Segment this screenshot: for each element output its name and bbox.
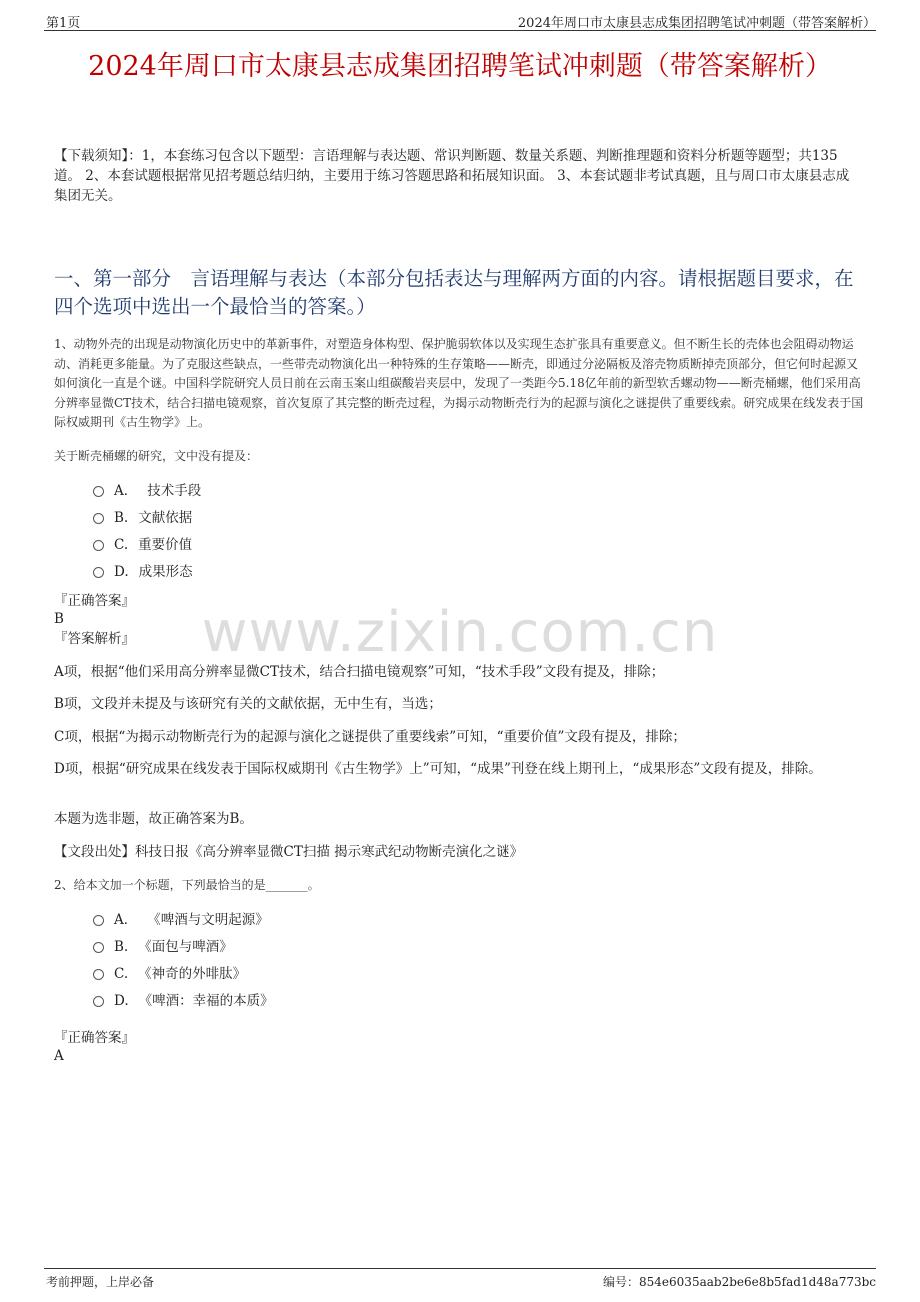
option-text: 文献依据 xyxy=(138,510,193,526)
q1-option-c[interactable] xyxy=(93,535,192,555)
document-title: 2024年周口市太康县志成集团招聘笔试冲刺题（带答案解析） xyxy=(88,51,832,82)
q1-analysis-c: C项，根据“为揭示动物断壳行为的起源与演化之谜提供了重要线索”可知，“重要价值”文段有提及，排除； xyxy=(54,729,686,745)
header-doc-title: 2024年周口市太康县志成集团招聘笔试冲刺题（带答案解析） xyxy=(517,16,876,31)
radio-icon[interactable] xyxy=(93,942,104,953)
q1-analysis-d: D项，根据“研究成果在线发表于国际权威期刊《古生物学》上”可知，“成果”刊登在线上期刊上，“成果形态”文段有提及，排除。 xyxy=(54,761,822,777)
q1-option-a[interactable] xyxy=(93,481,201,501)
q1-source: 【文段出处】科技日报《高分辨率显微CT扫描 揭示寒武纪动物断壳演化之谜》 xyxy=(54,844,524,860)
radio-icon[interactable] xyxy=(93,996,104,1007)
option-letter: C. xyxy=(114,966,129,982)
document-id: 编号：854e6035aab2be6e8b5fad1d48a773bc xyxy=(603,1275,876,1289)
q1-question: 关于断壳桶螺的研究，文中没有提及： xyxy=(54,449,259,463)
header-divider xyxy=(44,30,876,31)
radio-icon[interactable] xyxy=(93,567,104,578)
q2-option-b[interactable] xyxy=(93,937,233,957)
q2-question: 2、给本文加一个标题，下列最恰当的是_______。 xyxy=(54,878,320,892)
q1-analysis-a: A项，根据“他们采用高分辨率显微CT技术，结合扫描电镜观察”可知，“技术手段”文段有提及，排除； xyxy=(54,664,665,680)
option-letter: D. xyxy=(114,564,129,580)
option-letter: C. xyxy=(114,537,129,553)
option-letter: A． xyxy=(114,483,138,499)
option-letter: D. xyxy=(114,993,129,1009)
footer-divider xyxy=(44,1268,876,1269)
download-notice: 【下载须知】：1，本套练习包含以下题型：言语理解与表达题、常识判断题、数量关系题、判断推理题和资料分析题等题型；共135道。 2、本套试题根据常见招考题总结归纳，主要用于练习答题思路和拓展知识面。 3、本套试题非考试真题，且与周口市太康县志成集团无关。 xyxy=(54,148,850,204)
q1-answer: B xyxy=(54,611,64,627)
q1-option-b[interactable] xyxy=(93,508,192,528)
option-text: 技术手段 xyxy=(147,483,202,499)
q2-answer: A xyxy=(54,1048,64,1064)
option-letter: A． xyxy=(114,912,138,928)
q2-answer-label: 『正确答案』 xyxy=(54,1030,135,1046)
option-text: 《啤酒与文明起源》 xyxy=(147,912,269,928)
radio-icon[interactable] xyxy=(93,915,104,926)
option-text: 《啤酒：幸福的本质》 xyxy=(138,993,274,1009)
q2-option-a[interactable] xyxy=(93,910,269,930)
q2-option-c[interactable] xyxy=(93,964,246,984)
watermark: www.zixin.com.cn xyxy=(201,600,719,665)
option-text: 成果形态 xyxy=(138,564,193,580)
option-letter: B. xyxy=(114,939,129,955)
q1-option-d[interactable] xyxy=(93,562,193,582)
option-letter: B. xyxy=(114,510,129,526)
q1-passage: 1、动物外壳的出现是动物演化历史中的革新事件，对塑造身体构型、保护脆弱软体以及实现生态扩张具有重要意义。但不断生长的壳体也会阻碍动物运动、消耗更多能量。为了克服这些缺点，一些带壳动物演化出一种特殊的生存策略——断壳，即通过分泌隔板及溶壳物质断掉壳顶部分，但它何时起源又如何演化一直是个谜。中国科学院研究人员日前在云南玉案山组碳酸岩夹层中，发现了一类距今5.18亿年前的新型软舌螺动物——断壳桶螺，他们采用高分辨率显微CT技术，结合扫描电镜观察，首次复原了其完整的断壳过程，为揭示动物断壳行为的起源与演化之谜提供了重要线索。研究成果在线发表于国际权威期刊《古生物学》上。 xyxy=(54,337,864,429)
option-text: 重要价值 xyxy=(138,537,193,553)
q1-analysis-b: B项，文段并未提及与该研究有关的文献依据，无中生有，当选； xyxy=(54,696,442,712)
option-text: 《神奇的外啡肽》 xyxy=(138,966,247,982)
q1-answer-label: 『正确答案』 xyxy=(54,593,135,609)
q2-option-d[interactable] xyxy=(93,991,274,1011)
radio-icon[interactable] xyxy=(93,513,104,524)
radio-icon[interactable] xyxy=(93,969,104,980)
page-number: 第1页 xyxy=(46,16,81,31)
radio-icon[interactable] xyxy=(93,540,104,551)
section-heading: 一、第一部分 言语理解与表达（本部分包括表达与理解两方面的内容。请根据题目要求，在四个选项中选出一个最恰当的答案。） xyxy=(54,267,854,318)
footer-slogan: 考前押题，上岸必备 xyxy=(46,1275,155,1289)
option-text: 《面包与啤酒》 xyxy=(138,939,233,955)
q1-conclusion: 本题为选非题，故正确答案为B。 xyxy=(54,811,253,827)
radio-icon[interactable] xyxy=(93,486,104,497)
q1-analysis-label: 『答案解析』 xyxy=(54,631,135,647)
